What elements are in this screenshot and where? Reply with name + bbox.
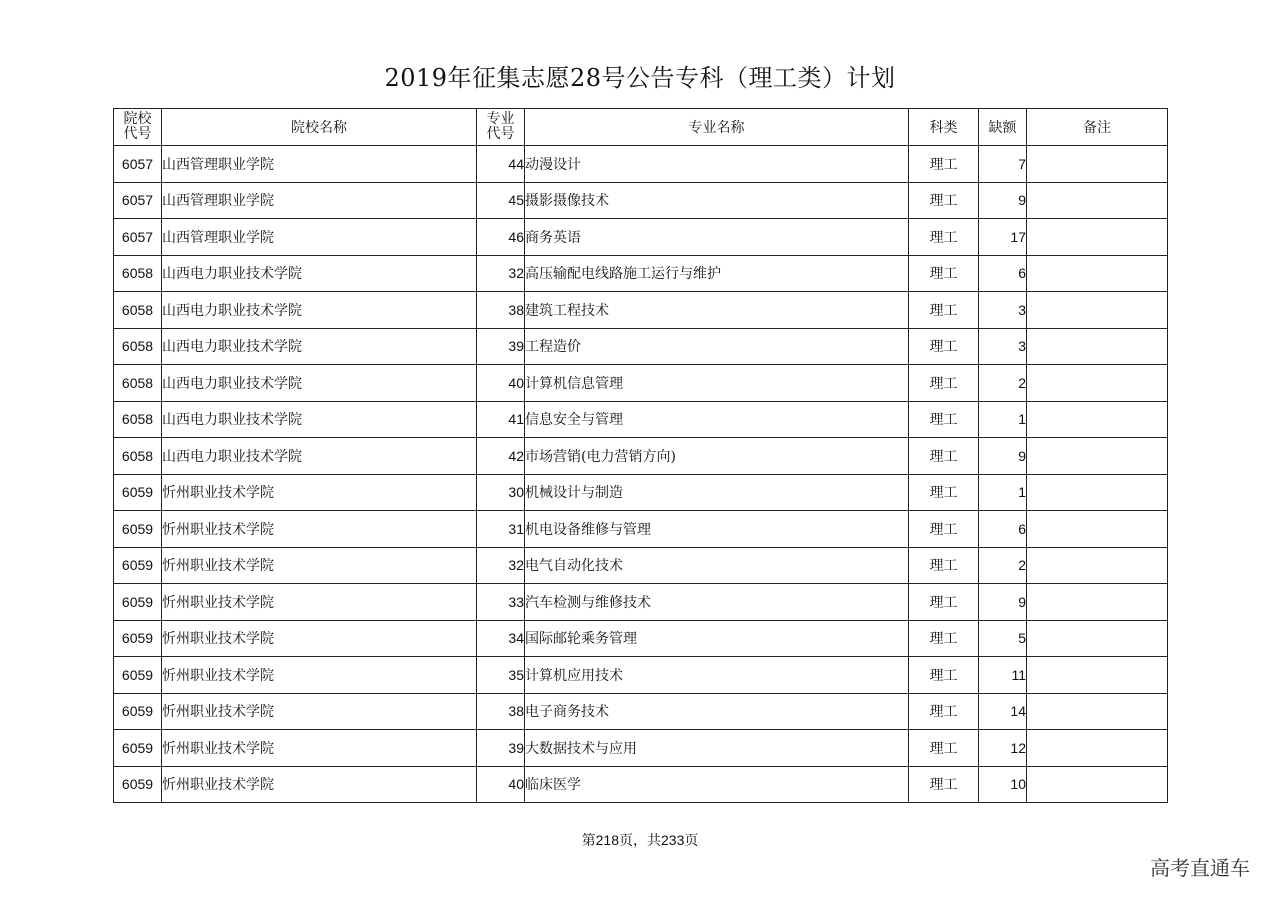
cell-major-code: 38 bbox=[477, 292, 525, 329]
page-footer: 第218页，共233页 bbox=[581, 832, 699, 849]
cell-school-code: 6059 bbox=[114, 511, 162, 548]
table-row bbox=[114, 438, 1168, 475]
cell-major-name: 动漫设计 bbox=[525, 146, 909, 183]
cell-major-code: 33 bbox=[477, 584, 525, 621]
cell-category: 理工 bbox=[909, 474, 979, 511]
table-row bbox=[114, 730, 1168, 767]
plan-table bbox=[113, 108, 1168, 803]
cell-remark bbox=[1027, 657, 1168, 694]
cell-major-code: 30 bbox=[477, 474, 525, 511]
header-row bbox=[114, 109, 1168, 146]
cell-remark bbox=[1027, 328, 1168, 365]
cell-school-name: 忻州职业技术学院 bbox=[162, 547, 477, 584]
cell-major-code: 44 bbox=[477, 146, 525, 183]
table-row bbox=[114, 328, 1168, 365]
table-row bbox=[114, 474, 1168, 511]
header-major-code: 专业 代号 bbox=[477, 109, 525, 146]
cell-category: 理工 bbox=[909, 766, 979, 803]
cell-vacancy: 2 bbox=[979, 547, 1027, 584]
cell-major-name: 建筑工程技术 bbox=[525, 292, 909, 329]
cell-school-name: 忻州职业技术学院 bbox=[162, 474, 477, 511]
cell-remark bbox=[1027, 620, 1168, 657]
cell-school-name: 山西电力职业技术学院 bbox=[162, 328, 477, 365]
cell-category: 理工 bbox=[909, 693, 979, 730]
cell-vacancy: 7 bbox=[979, 146, 1027, 183]
cell-category: 理工 bbox=[909, 219, 979, 256]
header-school-name: 院校名称 bbox=[162, 109, 477, 146]
header-remark: 备注 bbox=[1027, 109, 1168, 146]
cell-category: 理工 bbox=[909, 547, 979, 584]
cell-remark bbox=[1027, 511, 1168, 548]
cell-school-code: 6058 bbox=[114, 328, 162, 365]
cell-remark bbox=[1027, 547, 1168, 584]
header-school-code: 院校 代号 bbox=[114, 109, 162, 146]
cell-category: 理工 bbox=[909, 511, 979, 548]
cell-remark bbox=[1027, 182, 1168, 219]
cell-school-code: 6057 bbox=[114, 219, 162, 256]
cell-major-code: 40 bbox=[477, 365, 525, 402]
cell-vacancy: 9 bbox=[979, 182, 1027, 219]
cell-major-name: 临床医学 bbox=[525, 766, 909, 803]
cell-vacancy: 3 bbox=[979, 292, 1027, 329]
cell-category: 理工 bbox=[909, 730, 979, 767]
cell-vacancy: 1 bbox=[979, 401, 1027, 438]
cell-major-name: 计算机信息管理 bbox=[525, 365, 909, 402]
cell-category: 理工 bbox=[909, 365, 979, 402]
table-row bbox=[114, 219, 1168, 256]
table-row bbox=[114, 511, 1168, 548]
cell-category: 理工 bbox=[909, 292, 979, 329]
cell-school-name: 山西电力职业技术学院 bbox=[162, 255, 477, 292]
cell-school-code: 6059 bbox=[114, 766, 162, 803]
cell-vacancy: 17 bbox=[979, 219, 1027, 256]
cell-major-name: 信息安全与管理 bbox=[525, 401, 909, 438]
cell-major-name: 机电设备维修与管理 bbox=[525, 511, 909, 548]
cell-major-name: 工程造价 bbox=[525, 328, 909, 365]
cell-school-name: 山西电力职业技术学院 bbox=[162, 292, 477, 329]
watermark: 高考直通车 bbox=[1150, 856, 1250, 880]
cell-remark bbox=[1027, 766, 1168, 803]
table-row bbox=[114, 255, 1168, 292]
cell-school-code: 6058 bbox=[114, 365, 162, 402]
cell-school-name: 忻州职业技术学院 bbox=[162, 657, 477, 694]
table-row bbox=[114, 693, 1168, 730]
cell-major-code: 35 bbox=[477, 657, 525, 694]
cell-vacancy: 12 bbox=[979, 730, 1027, 767]
header-vacancy: 缺额 bbox=[979, 109, 1027, 146]
cell-school-code: 6059 bbox=[114, 730, 162, 767]
cell-school-code: 6059 bbox=[114, 584, 162, 621]
table-row bbox=[114, 182, 1168, 219]
cell-school-name: 山西电力职业技术学院 bbox=[162, 401, 477, 438]
cell-major-name: 机械设计与制造 bbox=[525, 474, 909, 511]
table-row bbox=[114, 766, 1168, 803]
cell-remark bbox=[1027, 146, 1168, 183]
cell-school-code: 6058 bbox=[114, 401, 162, 438]
cell-school-code: 6059 bbox=[114, 547, 162, 584]
cell-school-code: 6057 bbox=[114, 146, 162, 183]
cell-vacancy: 3 bbox=[979, 328, 1027, 365]
page-total: 233 bbox=[661, 832, 685, 848]
cell-remark bbox=[1027, 730, 1168, 767]
cell-remark bbox=[1027, 255, 1168, 292]
cell-category: 理工 bbox=[909, 401, 979, 438]
cell-school-name: 忻州职业技术学院 bbox=[162, 584, 477, 621]
cell-vacancy: 9 bbox=[979, 438, 1027, 475]
cell-vacancy: 6 bbox=[979, 255, 1027, 292]
table-row bbox=[114, 401, 1168, 438]
cell-remark bbox=[1027, 474, 1168, 511]
cell-school-code: 6057 bbox=[114, 182, 162, 219]
cell-major-name: 大数据技术与应用 bbox=[525, 730, 909, 767]
cell-remark bbox=[1027, 401, 1168, 438]
header-major-name: 专业名称 bbox=[525, 109, 909, 146]
cell-major-name: 商务英语 bbox=[525, 219, 909, 256]
cell-remark bbox=[1027, 219, 1168, 256]
cell-major-name: 市场营销(电力营销方向) bbox=[525, 438, 909, 475]
table-row bbox=[114, 584, 1168, 621]
cell-school-code: 6058 bbox=[114, 438, 162, 475]
cell-major-name: 国际邮轮乘务管理 bbox=[525, 620, 909, 657]
cell-category: 理工 bbox=[909, 255, 979, 292]
cell-major-name: 电子商务技术 bbox=[525, 693, 909, 730]
cell-category: 理工 bbox=[909, 182, 979, 219]
cell-major-code: 45 bbox=[477, 182, 525, 219]
document-title: 2019年征集志愿28号公告专科（理工类）计划 bbox=[384, 64, 896, 92]
cell-major-name: 汽车检测与维修技术 bbox=[525, 584, 909, 621]
cell-vacancy: 14 bbox=[979, 693, 1027, 730]
cell-school-code: 6059 bbox=[114, 657, 162, 694]
cell-school-code: 6059 bbox=[114, 474, 162, 511]
header-category: 科类 bbox=[909, 109, 979, 146]
cell-category: 理工 bbox=[909, 584, 979, 621]
cell-school-name: 山西电力职业技术学院 bbox=[162, 438, 477, 475]
cell-school-code: 6059 bbox=[114, 620, 162, 657]
cell-school-code: 6059 bbox=[114, 693, 162, 730]
cell-school-name: 忻州职业技术学院 bbox=[162, 693, 477, 730]
cell-major-code: 39 bbox=[477, 730, 525, 767]
cell-major-code: 40 bbox=[477, 766, 525, 803]
cell-school-code: 6058 bbox=[114, 292, 162, 329]
cell-major-name: 电气自动化技术 bbox=[525, 547, 909, 584]
cell-major-code: 42 bbox=[477, 438, 525, 475]
cell-remark bbox=[1027, 693, 1168, 730]
cell-remark bbox=[1027, 584, 1168, 621]
cell-school-name: 山西电力职业技术学院 bbox=[162, 365, 477, 402]
cell-major-code: 34 bbox=[477, 620, 525, 657]
page-number: 218 bbox=[595, 832, 619, 848]
cell-major-code: 32 bbox=[477, 547, 525, 584]
cell-vacancy: 9 bbox=[979, 584, 1027, 621]
cell-vacancy: 6 bbox=[979, 511, 1027, 548]
cell-remark bbox=[1027, 292, 1168, 329]
cell-school-name: 忻州职业技术学院 bbox=[162, 766, 477, 803]
cell-category: 理工 bbox=[909, 438, 979, 475]
cell-school-code: 6058 bbox=[114, 255, 162, 292]
cell-major-code: 46 bbox=[477, 219, 525, 256]
cell-school-name: 忻州职业技术学院 bbox=[162, 511, 477, 548]
cell-category: 理工 bbox=[909, 146, 979, 183]
table-row bbox=[114, 547, 1168, 584]
cell-major-code: 41 bbox=[477, 401, 525, 438]
cell-major-code: 38 bbox=[477, 693, 525, 730]
cell-major-code: 39 bbox=[477, 328, 525, 365]
table-row bbox=[114, 657, 1168, 694]
cell-remark bbox=[1027, 365, 1168, 402]
cell-vacancy: 1 bbox=[979, 474, 1027, 511]
cell-major-code: 32 bbox=[477, 255, 525, 292]
cell-school-name: 忻州职业技术学院 bbox=[162, 730, 477, 767]
cell-major-name: 高压输配电线路施工运行与维护 bbox=[525, 255, 909, 292]
cell-category: 理工 bbox=[909, 620, 979, 657]
cell-category: 理工 bbox=[909, 328, 979, 365]
cell-vacancy: 11 bbox=[979, 657, 1027, 694]
cell-vacancy: 10 bbox=[979, 766, 1027, 803]
cell-school-name: 忻州职业技术学院 bbox=[162, 620, 477, 657]
cell-vacancy: 5 bbox=[979, 620, 1027, 657]
cell-school-name: 山西管理职业学院 bbox=[162, 182, 477, 219]
cell-vacancy: 2 bbox=[979, 365, 1027, 402]
cell-school-name: 山西管理职业学院 bbox=[162, 219, 477, 256]
table-row bbox=[114, 365, 1168, 402]
cell-remark bbox=[1027, 438, 1168, 475]
cell-major-name: 计算机应用技术 bbox=[525, 657, 909, 694]
cell-school-name: 山西管理职业学院 bbox=[162, 146, 477, 183]
cell-category: 理工 bbox=[909, 657, 979, 694]
cell-major-code: 31 bbox=[477, 511, 525, 548]
cell-major-name: 摄影摄像技术 bbox=[525, 182, 909, 219]
table-row bbox=[114, 620, 1168, 657]
table-row bbox=[114, 292, 1168, 329]
table-row bbox=[114, 146, 1168, 183]
